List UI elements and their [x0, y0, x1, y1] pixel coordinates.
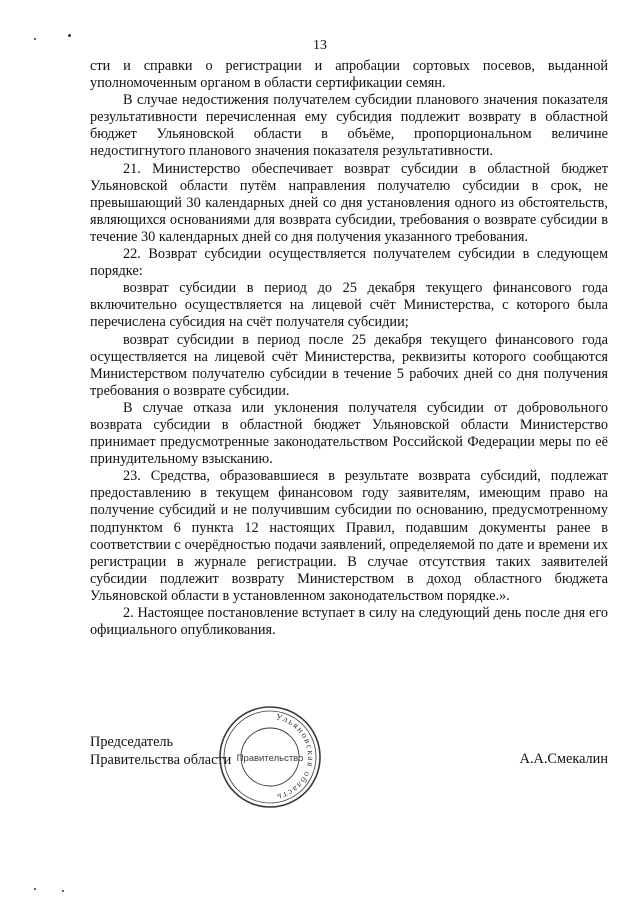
seal-center-text: Правительство [236, 753, 304, 764]
page-number: 13 [313, 38, 327, 53]
scan-speck [34, 888, 36, 890]
paragraph: сти и справки о регистрации и апробации сортовых посевов, выданной уполномоченным органом в области сертификации семян. [90, 58, 608, 92]
official-seal [217, 704, 323, 810]
paragraph: возврат субсидии в период после 25 декабря текущего финансового года осуществляется на лицевой счёт Министерства, реквизиты которого сообщаются Министерством получателю субсидии в течение 5 рабочих дней со дня получения требования о возврате субсидии. [90, 331, 608, 399]
signatory-title-line: Правительства области [90, 751, 232, 768]
signatory-name: А.А.Смекалин [519, 751, 608, 767]
paragraph: 2. Настоящее постановление вступает в силу на следующий день после дня его официального опубликования. [90, 605, 608, 639]
seal-graphic [217, 704, 323, 810]
signatory-title [90, 734, 231, 769]
paragraph: В случае недостижения получателем субсидии планового значения показателя результативности перечисленная ему субсидия подлежит возврату в областной бюджет Ульяновской области в объёме, пропорциональном величине недостигнутого планового значения показателя результативности. [90, 92, 608, 160]
paragraph: 23. Средства, образовавшиеся в результате возврата субсидий, подлежат предоставлению в текущем финансовом году заявителям, имеющим право на получение субсидий и не получившим субсидии по основанию, предусмотренному подпунктом 6 пункта 12 настоящих Правил, подавшим документы ранее в соответствии с очерёдностью подачи заявлений, определяемой по дате и времени их регистрации в журнале регистрации. В случае отсутствия таких заявителей субсидии подлежит возврату Министерством в доход областного бюджета Ульяновской области в установленном законодательством порядке.». [90, 468, 608, 604]
body-text [90, 58, 608, 639]
seal-ring-text: Ульяновская область [275, 711, 317, 803]
paragraph: 21. Министерство обеспечивает возврат субсидии в областной бюджет Ульяновской области путём направления получателю субсидии в срок, не превышающий 30 календарных дней со дня установления одного из обстоятельств, являющихся основаниями для возврата субсидии, требования о возврате субсидии в течение 30 календарных дней со дня получения указанного требования. [90, 160, 608, 245]
scan-speck [68, 34, 71, 37]
signatory-title-line: Председатель [90, 734, 174, 750]
paragraph: 22. Возврат субсидии осуществляется получателем субсидии в следующем порядке: [90, 246, 608, 280]
scan-speck [62, 890, 64, 892]
paragraph: В случае отказа или уклонения получателя субсидии от добровольного возврата субсидии в областной бюджет Ульяновской области Министерство принимает предусмотренные законодательством Российской Федерации меры по её принудительному взысканию. [90, 399, 608, 468]
paragraph: возврат субсидии в период до 25 декабря текущего финансового года включительно осуществляется на лицевой счёт Министерства, с которого была перечислена субсидия на счёт получателя субсидии; [90, 280, 608, 331]
